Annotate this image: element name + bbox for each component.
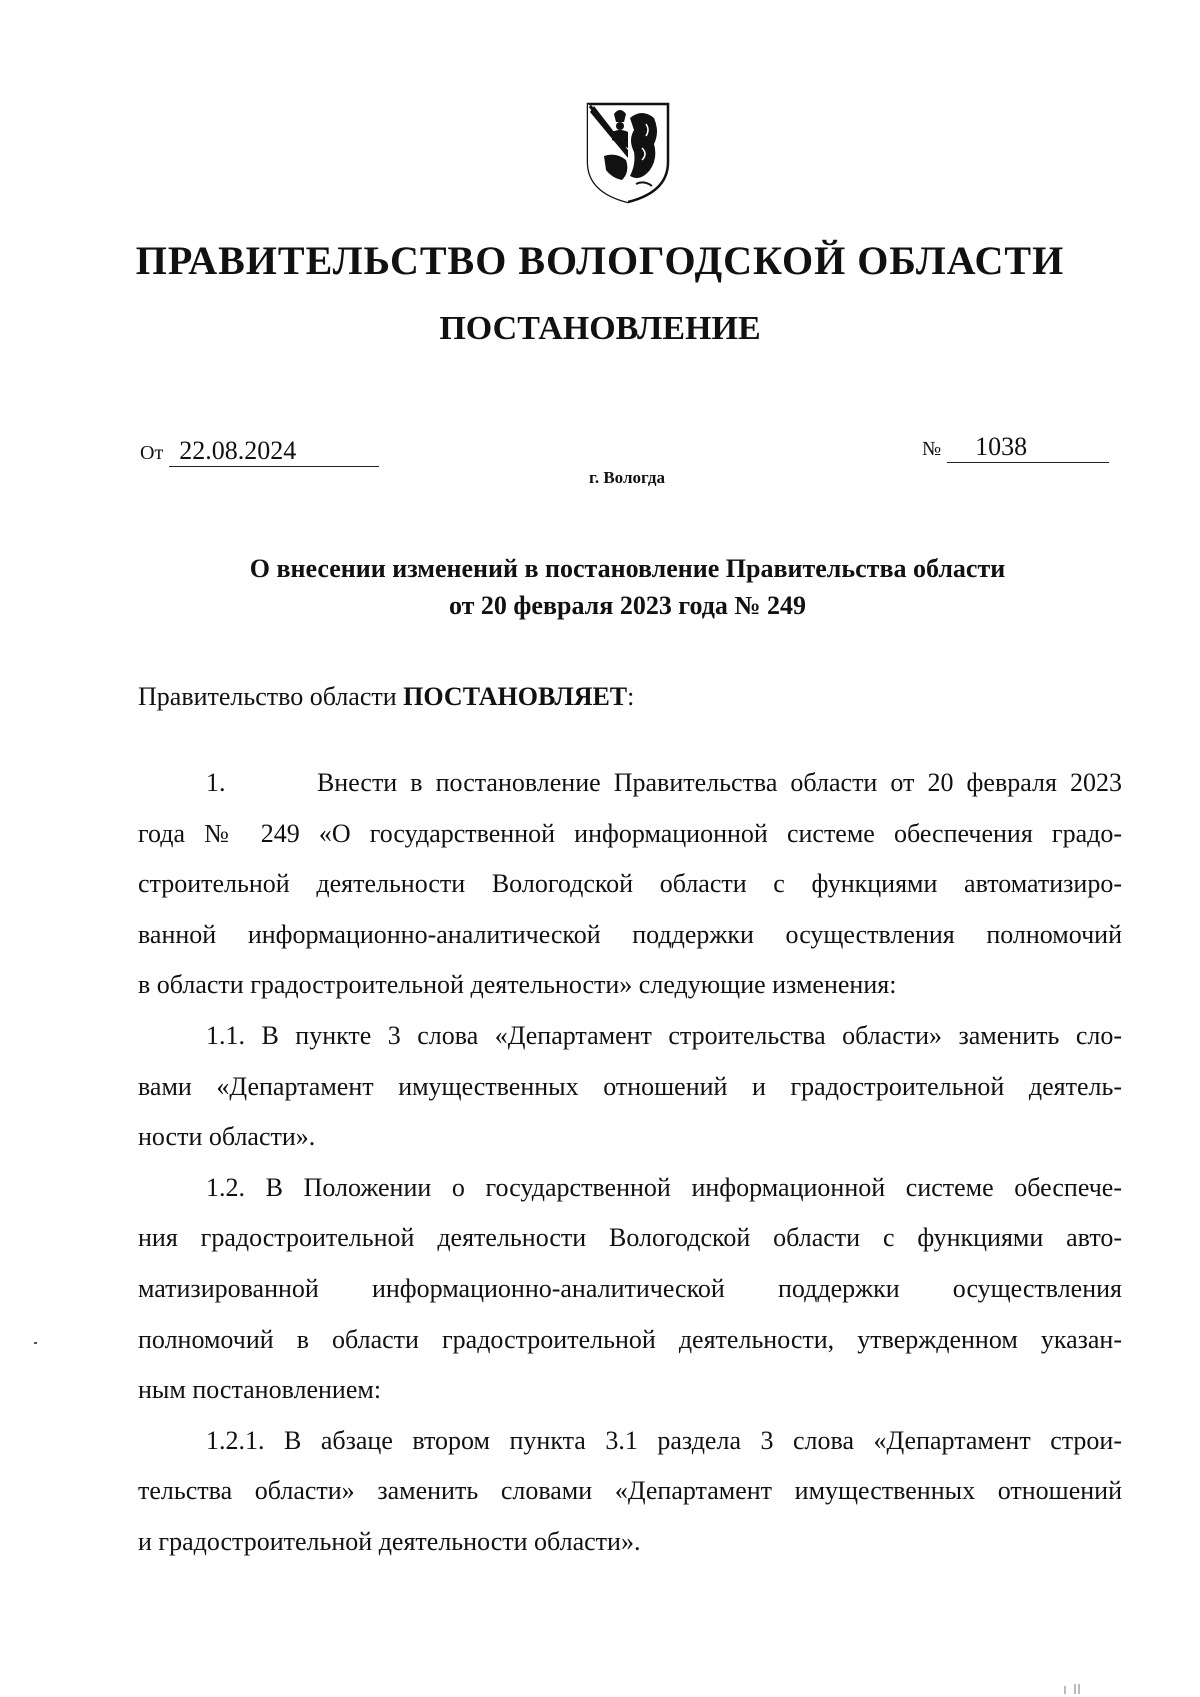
document-body <box>138 758 1122 1568</box>
paragraph-line: тельства области» заменить словами «Департамент имущественных отношений <box>138 1476 1122 1506</box>
paragraph-line: ности области». <box>138 1122 316 1152</box>
paragraph-line: 1.2. В Положении о государственной информационной системе обеспече- <box>206 1172 1122 1202</box>
paragraph-line: 1. Внести в постановление Правительства области от 20 февраля 2023 <box>206 768 1122 797</box>
paragraph-line: ванной информационно-аналитической поддержки осуществления полномочий <box>138 919 1122 949</box>
paragraph-line: матизированной информационно-аналитической поддержки осуществления <box>138 1273 1122 1303</box>
intro-paragraph <box>138 678 634 715</box>
paragraph-line: 1.1. В пункте 3 слова «Департамент строительства области» заменить сло- <box>206 1020 1122 1050</box>
number-row <box>922 432 1109 463</box>
document-number: 1038 <box>947 432 1109 463</box>
paragraph-line: вами «Департамент имущественных отношений и градостроительной деятель- <box>138 1071 1122 1101</box>
city-label: г. Вологда <box>589 468 665 487</box>
subject-line: от 20 февраля 2023 года № 249 <box>448 591 807 620</box>
intro-colon: : <box>627 682 635 711</box>
document-type: ПОСТАНОВЛЕНИЕ <box>439 310 761 347</box>
date-row <box>140 436 379 467</box>
paragraph-line: ния градостроительной деятельности Вологодской области с функциями авто- <box>138 1223 1122 1253</box>
paragraph-line: года № 249 «О государственной информационной системе обеспечения градо- <box>138 818 1122 848</box>
paragraph-line: и градостроительной деятельности области». <box>138 1526 641 1556</box>
paragraph-line: строительной деятельности Вологодской области с функциями автоматизиро- <box>138 869 1122 899</box>
vologda-coat-of-arms-icon <box>584 100 672 206</box>
document-date: 22.08.2024 <box>169 436 379 467</box>
scan-artifact <box>34 1342 37 1344</box>
scan-artifact <box>1063 1684 1085 1694</box>
intro-keyword: ПОСТАНОВЛЯЕТ <box>403 682 628 711</box>
government-title: ПРАВИТЕЛЬСТВО ВОЛОГОДСКОЙ ОБЛАСТИ <box>135 238 1065 283</box>
document-subject <box>140 550 1115 624</box>
paragraph-line: ным постановлением: <box>138 1375 382 1405</box>
number-prefix: № <box>922 438 942 460</box>
intro-text: Правительство области <box>138 682 404 711</box>
paragraph-line: в области градостроительной деятельности» следующие изменения: <box>138 970 897 1000</box>
paragraph-line: полномочий в области градостроительной деятельности, утвержденном указан- <box>138 1324 1122 1354</box>
date-prefix: От <box>140 442 164 464</box>
paragraph-line: 1.2.1. В абзаце втором пункта 3.1 раздела 3 слова «Департамент строи- <box>206 1425 1122 1455</box>
subject-line: О внесении изменений в постановление Правительства области <box>249 554 1006 583</box>
